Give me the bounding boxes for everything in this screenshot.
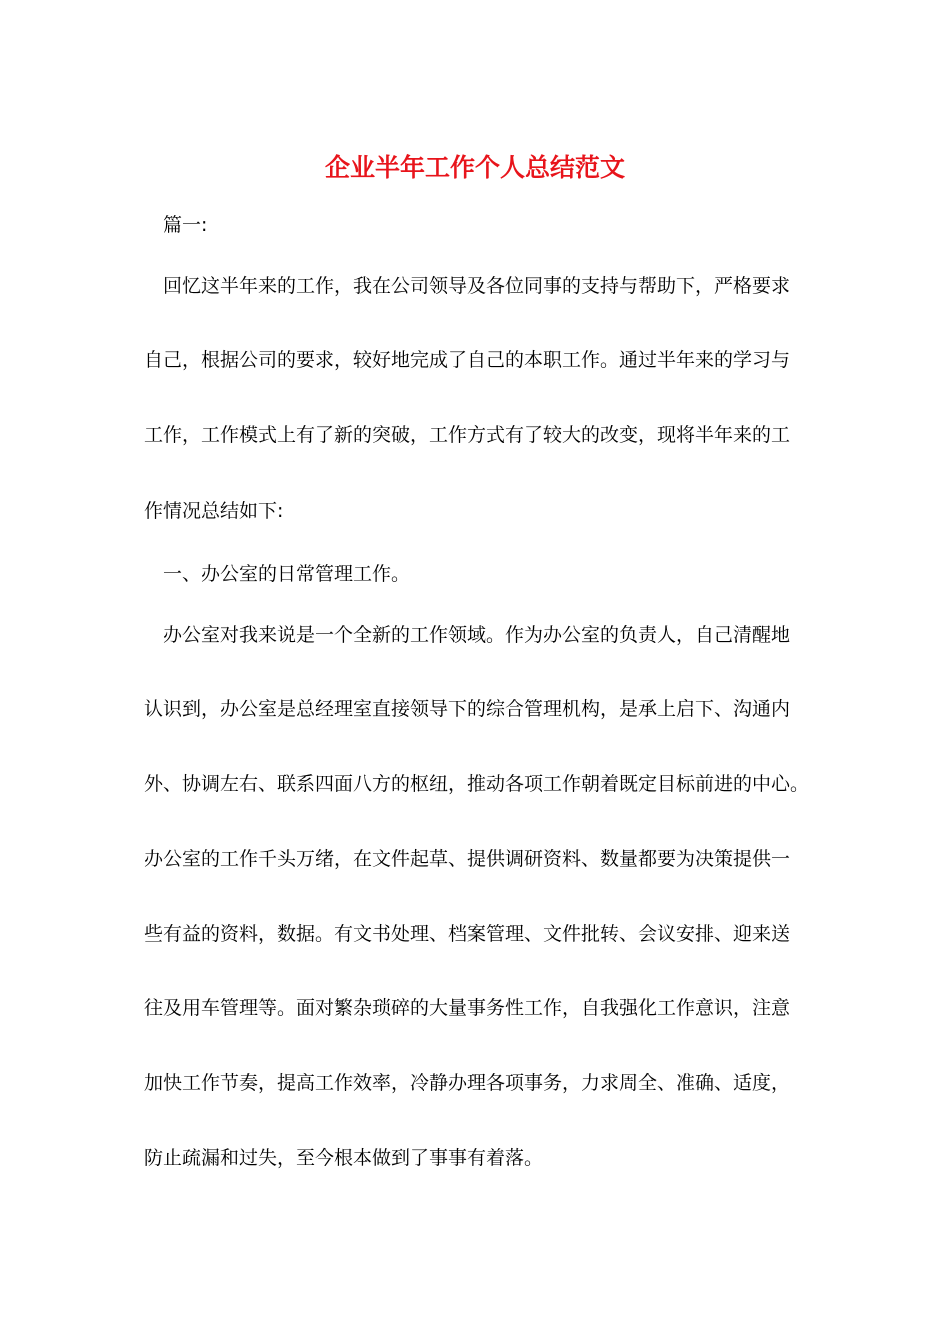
- text-line: 作情况总结如下:: [144, 500, 284, 522]
- text-line: 自己，根据公司的要求，较好地完成了自己的本职工作。通过半年来的学习与: [144, 349, 791, 371]
- text-line: 往及用车管理等。面对繁杂琐碎的大量事务性工作，自我强化工作意识，注意: [144, 997, 791, 1019]
- text-line: 回忆这半年来的工作，我在公司领导及各位同事的支持与帮助下，严格要求: [144, 275, 791, 297]
- text-line: 加快工作节奏，提高工作效率，冷静办理各项事务，力求周全、准确、适度，: [144, 1072, 791, 1094]
- text-line: 一、办公室的日常管理工作。: [144, 563, 411, 585]
- text-line: 些有益的资料，数据。有文书处理、档案管理、文件批转、会议安排、迎来送: [144, 923, 791, 945]
- document-title: 企业半年工作个人总结范文: [324, 153, 625, 182]
- text-line: 防止疏漏和过失，至今根本做到了事事有着落。: [144, 1147, 544, 1169]
- text-line: 认识到，办公室是总经理室直接领导下的综合管理机构，是承上启下、沟通内: [144, 698, 791, 720]
- text-line: 篇一:: [144, 214, 208, 236]
- text-line: 工作，工作模式上有了新的突破，工作方式有了较大的改变，现将半年来的工: [144, 424, 791, 446]
- text-line: 办公室对我来说是一个全新的工作领域。作为办公室的负责人，自己清醒地: [144, 624, 791, 646]
- text-line: 外、协调左右、联系四面八方的枢纽，推动各项工作朝着既定目标前进的中心。: [144, 773, 810, 795]
- text-line: 办公室的工作千头万绪，在文件起草、提供调研资料、数量都要为决策提供一: [144, 848, 791, 870]
